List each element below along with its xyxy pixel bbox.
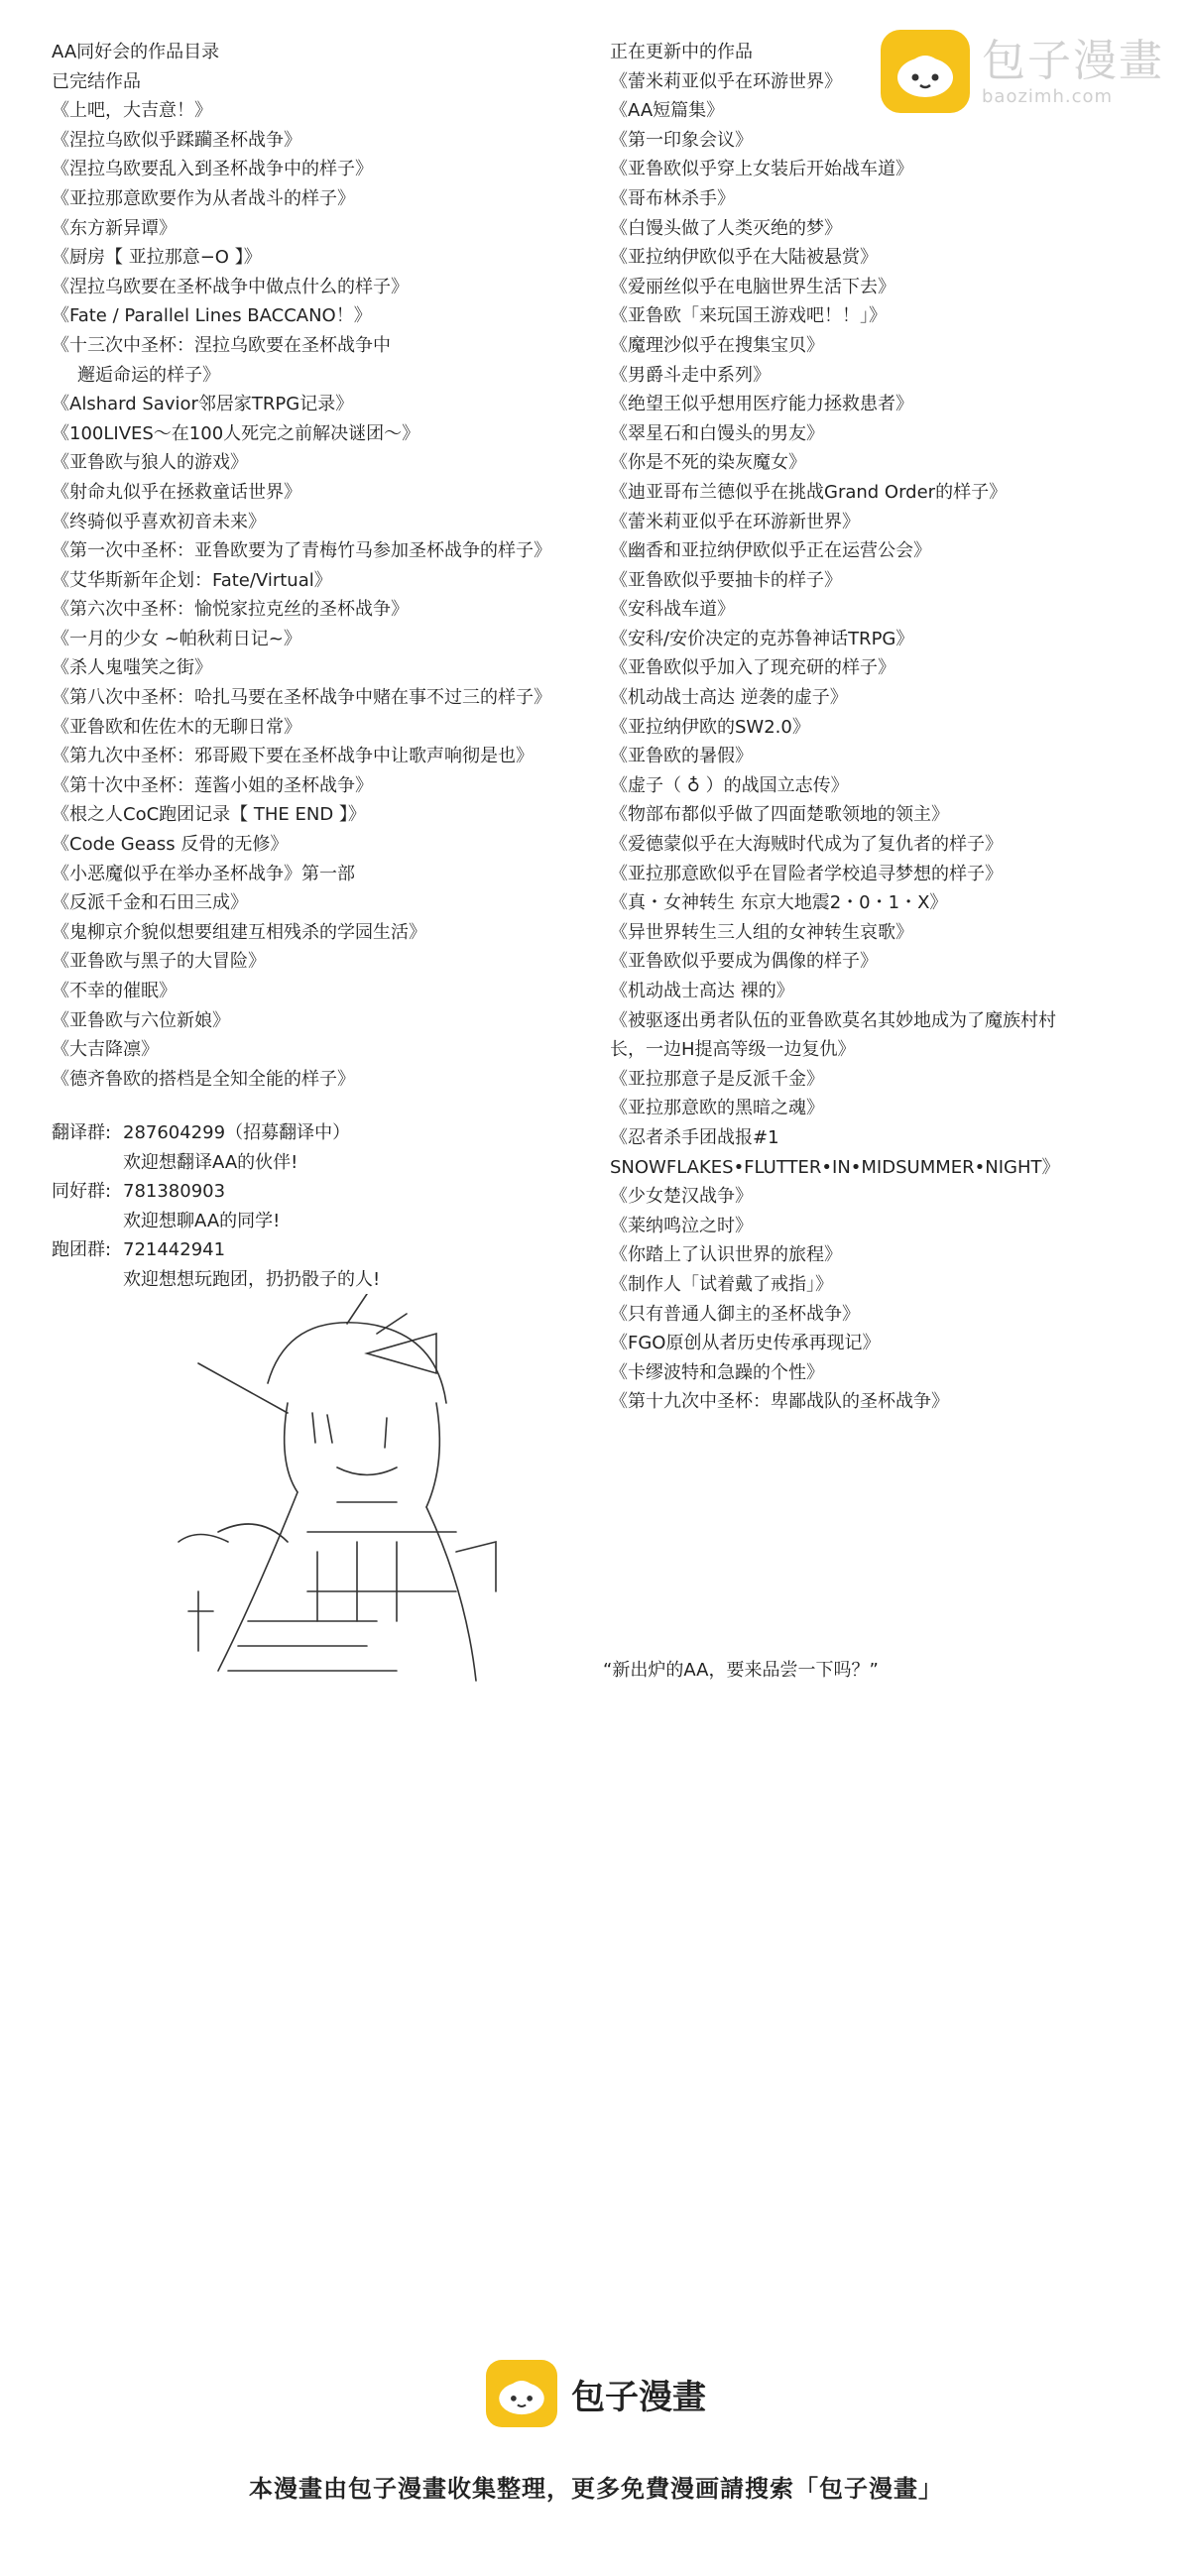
- footer-note: 本漫畫由包子漫畫收集整理，更多免費漫画請搜索「包子漫畫」: [249, 2475, 943, 2503]
- work-title: 《亚鲁欧与黑子的大冒险》: [52, 951, 266, 973]
- footer-brand[interactable]: [486, 2360, 706, 2427]
- bun-logo-icon: [486, 2360, 557, 2427]
- work-title: 《真・女神转生 东京大地震2・0・1・X》: [610, 892, 948, 914]
- group-number: 781380903: [123, 1181, 226, 1203]
- work-title: 《艾华斯新年企划：Fate/Virtual》: [52, 569, 332, 591]
- watermark-url: baozimh.com: [982, 85, 1114, 107]
- speech-quote: “新出炉的AA，要来品尝一下吗？”: [603, 1660, 879, 1681]
- group-translation: [52, 1118, 380, 1177]
- work-title: 《亚鲁欧似乎要成为偶像的样子》: [610, 951, 878, 973]
- work-title: 《第十次中圣杯：莲酱小姐的圣杯战争》: [52, 774, 373, 796]
- work-title: 《AA短篇集》: [610, 100, 725, 122]
- work-title: 《虚子（ ♁ ）的战国立志传》: [610, 774, 849, 796]
- work-title: 《你踏上了认识世界的旅程》: [610, 1244, 842, 1266]
- work-title: 《亚拉那意欧似乎在冒险者学校追寻梦想的样子》: [610, 863, 1003, 884]
- work-title: 《第八次中圣杯：哈扎马要在圣杯战争中赌在事不过三的样子》: [52, 687, 551, 709]
- group-info: [52, 1118, 380, 1295]
- work-title: 《鬼柳京介貌似想要组建互相残杀的学园生活》: [52, 921, 426, 943]
- work-title: 《不幸的催眠》: [52, 981, 177, 1001]
- group-number: 287604299（招募翻译中）: [123, 1122, 351, 1143]
- work-title: 《亚鲁欧似乎穿上女装后开始战车道》: [610, 159, 913, 180]
- footer-brand-name: 包子漫畫: [571, 2377, 706, 2417]
- work-title: 《绝望王似乎想用医疗能力拯救患者》: [610, 394, 913, 415]
- work-title: 《Alshard Savior邻居家TRPG记录》: [52, 394, 354, 415]
- work-title: 《亚拉那意欧要作为从者战斗的样子》: [52, 187, 355, 209]
- work-title: 《第一印象会议》: [610, 129, 753, 151]
- work-title: 《被驱逐出勇者队伍的亚鲁欧莫名其妙地成为了魔族村村长，一边H提高等级一边复仇》: [610, 1009, 1056, 1061]
- work-title: 《物部布都似乎做了四面楚歌领地的领主》: [610, 804, 949, 826]
- work-title: 《大吉降凛》: [52, 1039, 159, 1061]
- work-title: 《反派千金和石田三成》: [52, 892, 248, 914]
- work-title: 《爱德蒙似乎在大海贼时代成为了复仇者的样子》: [610, 834, 1003, 856]
- work-title: 《亚拉纳伊欧的SW2.0》: [610, 716, 810, 738]
- work-title: 《莱纳鸣泣之时》: [610, 1215, 753, 1236]
- work-title: 《蕾米莉亚似乎在环游新世界》: [610, 511, 860, 532]
- work-title: 《Code Geass 反骨的无修》: [52, 834, 289, 856]
- work-title: 《涅拉乌欧要乱入到圣杯战争中的样子》: [52, 159, 373, 180]
- work-title: 《十三次中圣杯：涅拉乌欧要在圣杯战争中: [52, 334, 391, 356]
- work-title: 《白馒头做了人类灭绝的梦》: [610, 217, 842, 239]
- work-title: 《哥布林杀手》: [610, 187, 735, 209]
- work-title: 《亚拉那意子是反派千金》: [610, 1068, 824, 1090]
- group-label: 跑团群:: [52, 1239, 112, 1261]
- work-title: 《翠星石和白馒头的男友》: [610, 422, 824, 444]
- group-label: 翻译群:: [52, 1122, 112, 1143]
- group-number: 721442941: [123, 1239, 226, 1261]
- work-title: 《亚拉纳伊欧似乎在大陆被悬赏》: [610, 247, 878, 269]
- ongoing-works-column: [610, 38, 1076, 1417]
- work-title: 《蕾米莉亚似乎在环游世界》: [610, 70, 842, 92]
- work-title: 《你是不死的染灰魔女》: [610, 452, 806, 474]
- work-title: 《亚鲁欧似乎要抽卡的样子》: [610, 569, 842, 591]
- work-title: 《德齐鲁欧的搭档是全知全能的样子》: [52, 1068, 355, 1090]
- work-title: 《爱丽丝似乎在电脑世界生活下去》: [610, 276, 895, 297]
- work-title: 《东方新异谭》: [52, 217, 177, 239]
- work-title: 《第一次中圣杯：亚鲁欧要为了青梅竹马参加圣杯战争的样子》: [52, 540, 551, 562]
- work-title: 《上吧，大吉意！》: [52, 100, 212, 122]
- work-title: 《厨房【 亚拉那意−O 】》: [52, 247, 262, 269]
- work-title: 《男爵斗走中系列》: [610, 364, 771, 386]
- work-title: 《根之人CoC跑团记录【 THE END 】》: [52, 804, 366, 826]
- work-title: 《涅拉乌欧要在圣杯战争中做点什么的样子》: [52, 276, 409, 297]
- work-title: 《安科/安价决定的克苏鲁神话TRPG》: [610, 628, 914, 649]
- work-title: 《机动战士高达 裸的》: [610, 981, 794, 1001]
- work-title: 《异世界转生三人组的女神转生哀歌》: [610, 921, 913, 943]
- work-title: 《射命丸似乎在拯救童话世界》: [52, 481, 301, 503]
- work-title: 《少女楚汉战争》: [610, 1186, 753, 1208]
- work-title: 《幽香和亚拉纳伊欧似乎正在运营公会》: [610, 540, 931, 562]
- work-title: 邂逅命运的样子》: [77, 364, 220, 386]
- work-title: 《终骑似乎喜欢初音未来》: [52, 511, 266, 532]
- ongoing-works-list: [610, 67, 1076, 1417]
- ongoing-heading: 正在更新中的作品: [610, 42, 753, 62]
- completed-works-column: [52, 38, 607, 1094]
- group-label: 同好群:: [52, 1181, 112, 1203]
- completed-works-list: [52, 96, 607, 1094]
- work-title: 《第九次中圣杯：邪哥殿下要在圣杯战争中让歌声响彻是也》: [52, 746, 534, 767]
- work-title: 《魔理沙似乎在搜集宝贝》: [610, 334, 824, 356]
- work-title: 《第六次中圣杯：愉悦家拉克丝的圣杯战争》: [52, 599, 409, 621]
- work-title: 《亚鲁欧「来玩国王游戏吧！！」》: [610, 305, 887, 327]
- group-desc: 欢迎想聊AA的同学!: [123, 1210, 281, 1231]
- work-title: 《涅拉乌欧似乎蹂躏圣杯战争》: [52, 129, 301, 151]
- work-title: 《亚鲁欧似乎加入了现充研的样子》: [610, 657, 895, 679]
- work-title: 《卡缪波特和急躁的个性》: [610, 1361, 824, 1383]
- work-title: 《机动战士高达 逆袭的虚子》: [610, 687, 848, 709]
- group-desc: 欢迎想翻译AA的伙伴!: [123, 1151, 298, 1173]
- work-title: 《亚拉那意欧的黑暗之魂》: [610, 1098, 824, 1119]
- watermark-name: 包子漫畫: [982, 35, 1164, 86]
- work-title: 《安科战车道》: [610, 599, 735, 621]
- work-title: 《FGO原创从者历史传承再现记》: [610, 1333, 881, 1354]
- work-title: 《制作人「试着戴了戒指」》: [610, 1273, 833, 1295]
- catalog-heading: AA同好会的作品目录: [52, 42, 220, 62]
- footer: [0, 2360, 1192, 2504]
- completed-label: 已完结作品: [52, 70, 141, 92]
- group-trpg: [52, 1235, 380, 1294]
- work-title: 《小恶魔似乎在举办圣杯战争》第一部: [52, 863, 355, 884]
- group-desc: 欢迎想想玩跑团，扔扔骰子的人!: [123, 1268, 381, 1290]
- group-fans: [52, 1177, 380, 1235]
- work-title: 《迪亚哥布兰德似乎在挑战Grand Order的样子》: [610, 481, 1008, 503]
- work-title: 《亚鲁欧与狼人的游戏》: [52, 452, 248, 474]
- work-title: 《亚鲁欧和佐佐木的无聊日常》: [52, 716, 301, 738]
- work-title: 《一月的少女 ~帕秋莉日记~》: [52, 628, 301, 649]
- work-title: 《亚鲁欧的暑假》: [610, 746, 753, 767]
- ascii-art-character: [139, 1294, 565, 1710]
- work-title: 《100LIVES～在100人死完之前解决谜团～》: [52, 422, 420, 444]
- work-title: 《Fate / Parallel Lines BACCANO！》: [52, 305, 372, 327]
- work-title: 《第十九次中圣杯：卑鄙战队的圣杯战争》: [610, 1391, 949, 1413]
- work-title: 《忍者杀手团战报#1 SNOWFLAKES•FLUTTER•IN•MIDSUMMER•NIGHT》: [610, 1126, 1060, 1178]
- work-title: 《杀人鬼嗤笑之街》: [52, 657, 212, 679]
- work-title: 《亚鲁欧与六位新娘》: [52, 1009, 230, 1031]
- work-title: 《只有普通人御主的圣杯战争》: [610, 1303, 860, 1325]
